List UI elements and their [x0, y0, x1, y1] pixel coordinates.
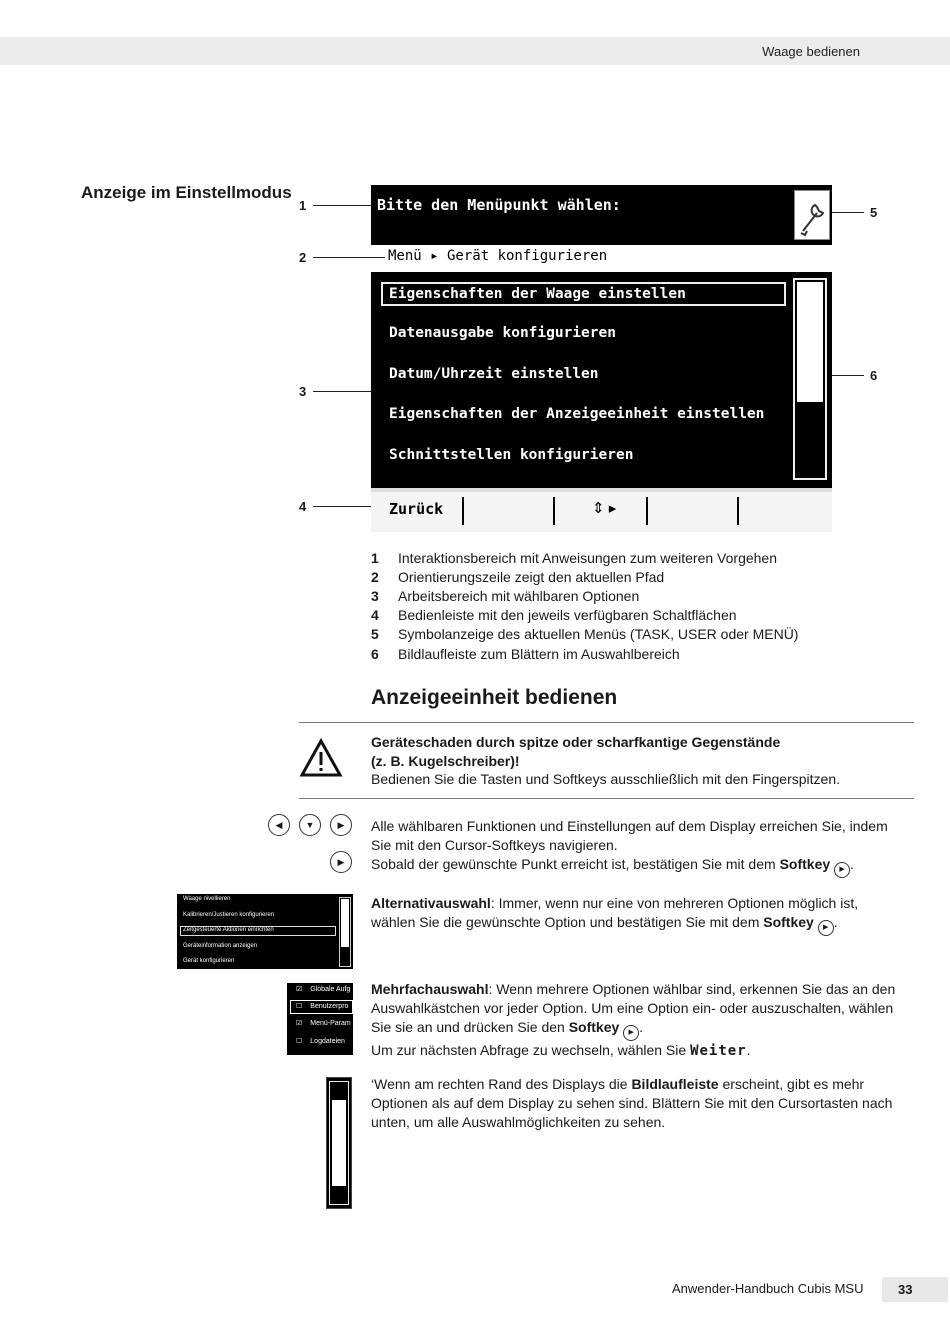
mini-menu-item: Kalibrieren/Justieren konfigurieren — [183, 912, 275, 918]
menu-item[interactable]: Eigenschaften der Anzeigeeinheit einstellen — [389, 406, 765, 422]
confirm-softkey-icon: ▶ — [330, 851, 352, 873]
cursor-right-icon: ▶ — [330, 814, 352, 836]
legend-item: 3 Arbeitsbereich mit wählbaren Optionen — [371, 588, 640, 604]
menu-item[interactable]: Datum/Uhrzeit einstellen — [389, 366, 599, 382]
heading-anzeigeeinheit: Anzeigeeinheit bedienen — [371, 686, 618, 709]
callout-line-2 — [313, 257, 385, 258]
legend-item: 1 Interaktionsbereich mit Anweisungen zum weiteren Vorgehen — [371, 550, 777, 566]
mini-scroll-thumb — [332, 1100, 346, 1186]
display-scrollbar-thumb[interactable] — [797, 282, 823, 402]
mini-menu-item: Waage nivellieren — [183, 896, 231, 902]
divider — [299, 722, 914, 723]
back-softkey[interactable]: Zurück — [389, 500, 444, 518]
cursor-left-icon: ◀ — [268, 814, 290, 836]
display-breadcrumb: Menü ▸ Gerät konfigurieren — [388, 248, 608, 264]
softkey-right-icon: ▶ — [834, 862, 850, 878]
legend-item: 2 Orientierungszeile zeigt den aktuellen Pfad — [371, 569, 665, 585]
callout-2: 2 — [299, 250, 307, 265]
warning-text: Bedienen Sie die Tasten und Softkeys ausschließlich mit den Fingerspitzen. — [371, 771, 841, 787]
mini-checkbox-row: ☐ Benutzerpro — [296, 1002, 349, 1010]
multi-paragraph: Mehrfachauswahl: Wenn mehrere Optionen wählbar sind, erkennen Sie das an den Auswahlkästchen vor jeder Option. Um eine Option ein- oder auszuschalten, wählen Sie sie an und drücken Sie den Softkey ▶ . Um zur nächsten Abfrage zu wechseln, wählen Sie Weiter. — [371, 981, 896, 1059]
menu-item[interactable]: Datenausgabe konfigurieren — [389, 325, 616, 341]
mini-checkbox-row: ☐ Logdateien — [296, 1037, 345, 1045]
softkey-right-icon: ▶ — [623, 1025, 639, 1041]
checkbox-icon: ☑ — [296, 986, 303, 993]
divider — [299, 798, 914, 799]
warning-icon — [299, 738, 343, 783]
scroll-paragraph: ‘Wenn am rechten Rand des Displays die Bildlaufleiste erscheint, gibt es mehr Optionen als auf dem Display zu sehen sind. Blättern Sie mit den Cursortasten nach unten, um alle Auswahlmöglichkeiten zu sehen. — [371, 1076, 893, 1130]
softkey-divider — [737, 497, 739, 525]
mini-scrollbar-thumb — [341, 899, 349, 947]
callout-line-1 — [313, 205, 371, 206]
callout-line-3 — [313, 391, 371, 392]
display-interaction-area — [371, 185, 832, 245]
display-title: Bitte den Menüpunkt wählen: — [377, 196, 621, 214]
cursor-down-icon: ▼ — [299, 814, 321, 836]
checkbox-icon: ☑ — [296, 1020, 303, 1027]
running-header: Waage bedienen — [762, 44, 860, 59]
section-title: Anzeige im Einstellmodus — [81, 183, 292, 202]
alt-paragraph: Alternativauswahl: Immer, wenn nur eine von mehreren Optionen möglich ist, wählen Sie die gewünschte Option und bestätigen Sie mit dem Softkey ▶ . — [371, 894, 916, 936]
checkbox-icon: ☐ — [296, 1038, 303, 1045]
callout-6: 6 — [870, 368, 878, 383]
wrench-icon — [794, 190, 830, 240]
legend-item: 4 Bedienleiste mit den jeweils verfügbaren Schaltflächen — [371, 607, 737, 623]
menu-item-selected[interactable]: Eigenschaften der Waage einstellen — [381, 282, 786, 306]
warning-title: Geräteschaden durch spitze oder scharfkantige Gegenstände (z. B. Kugelschreiber)! — [371, 734, 781, 769]
legend-item: 6 Bildlaufleiste zum Blättern im Auswahlbereich — [371, 646, 680, 662]
mini-menu-item: Geräteinformation anzeigen — [183, 943, 258, 949]
callout-1: 1 — [299, 198, 307, 213]
softkey-right-icon: ▶ — [818, 920, 834, 936]
nav-paragraph: Alle wählbaren Funktionen und Einstellungen auf dem Display erreichen Sie, indem Sie mit den Cursor-Softkeys navigieren. Sobald der gewünschte Punkt erreicht ist, bestätigen Sie mit dem Softkey ▶ . — [371, 817, 916, 878]
softkey-divider — [553, 497, 555, 525]
menu-item[interactable]: Schnittstellen konfigurieren — [389, 447, 634, 463]
page-number: 33 — [882, 1277, 948, 1302]
callout-3: 3 — [299, 384, 307, 399]
checkbox-icon: ☐ — [296, 1003, 303, 1010]
mini-checkbox-row: ☑ Menü-Param — [296, 1019, 351, 1027]
footer-manual-title: Anwender-Handbuch Cubis MSU — [672, 1281, 864, 1296]
softkey-divider — [646, 497, 648, 525]
callout-4: 4 — [299, 499, 307, 514]
mini-menu-item: Gerät konfigurieren — [183, 958, 235, 964]
mini-checkbox-row: ☑ Globale Aufg — [296, 985, 351, 993]
legend-item: 5 Symbolanzeige des aktuellen Menüs (TASK, USER oder MENÜ) — [371, 626, 799, 642]
callout-5: 5 — [870, 205, 878, 220]
mini-menu-item: Zeitgesteuerte Aktionen einrichten — [183, 927, 274, 933]
softkey-divider — [462, 497, 464, 525]
navigate-softkey[interactable]: ⇕ ▸ — [592, 500, 617, 517]
